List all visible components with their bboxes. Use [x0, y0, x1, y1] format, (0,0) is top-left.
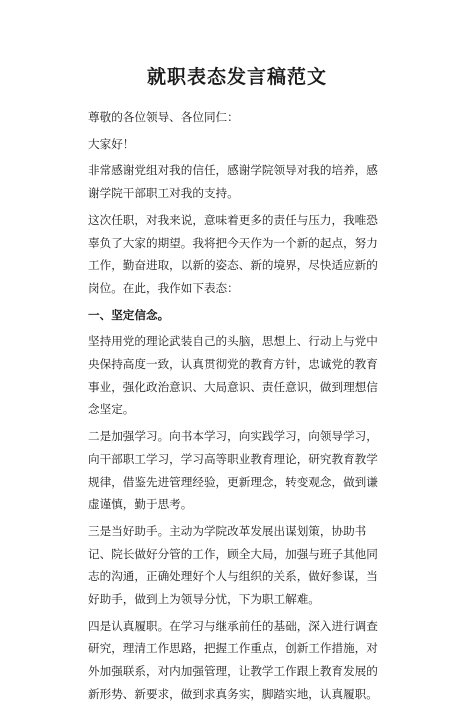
paragraph-perform-duties: 四是认真履职。在学习与继承前任的基础，深入进行调查研究，理清工作思路，把握工作重点，创新工作措施，对外加强联系，对内加强管理，让教学工作跟上教育发展的新形势、新要求，做到求真务实，脚踏实地，认真履职。: [88, 618, 378, 701]
salutation: 尊敬的各位领导、各位同仁：: [88, 110, 239, 124]
document-body: [88, 106, 386, 710]
paragraph-strengthen-learning: 二是加强学习。向书本学习，向实践学习，向领导学习，向干部职工学习，学习高等职业教育理论，研究教育教学规律，借鉴先进管理经验，更新理念，转变观念，做到谦虚谨慎，勤于思考。: [88, 429, 378, 512]
paragraph-commitment: 这次任职，对我来说，意味着更多的责任与压力，我唯恐辜负了大家的期望。我将把今天作为一个新的起点，努力工作，勤奋进取，以新的姿态、新的境界，尽快适应新的岗位。在此，我作如下表态：: [88, 212, 378, 295]
section-heading-firm-belief: 一、坚定信念。: [88, 307, 170, 322]
paragraph-good-assistant: 三是当好助手。主动为学院改革发展出谋划策，协助书记、院长做好分管的工作，顾全大局，加强与班子其他同志的沟通，正确处理好个人与组织的关系，做好参谋，当好助手，做到上为领导分忧，下为职工解难。: [88, 523, 378, 607]
greeting: 大家好！: [88, 136, 135, 151]
document-title: 就职表态发言稿范文: [146, 66, 327, 88]
paragraph-firm-belief: 坚持用党的理论武装自己的头脑，思想上、行动上与党中央保持高度一致，认真贯彻党的教育方针，忠诚党的教育事业，强化政治意识、大局意识、责任意识，做到理想信念坚定。: [88, 334, 378, 417]
paragraph-thanks: 非常感谢党组对我的信任，感谢学院领导对我的培养，感谢学院干部职工对我的支持。: [88, 163, 378, 201]
